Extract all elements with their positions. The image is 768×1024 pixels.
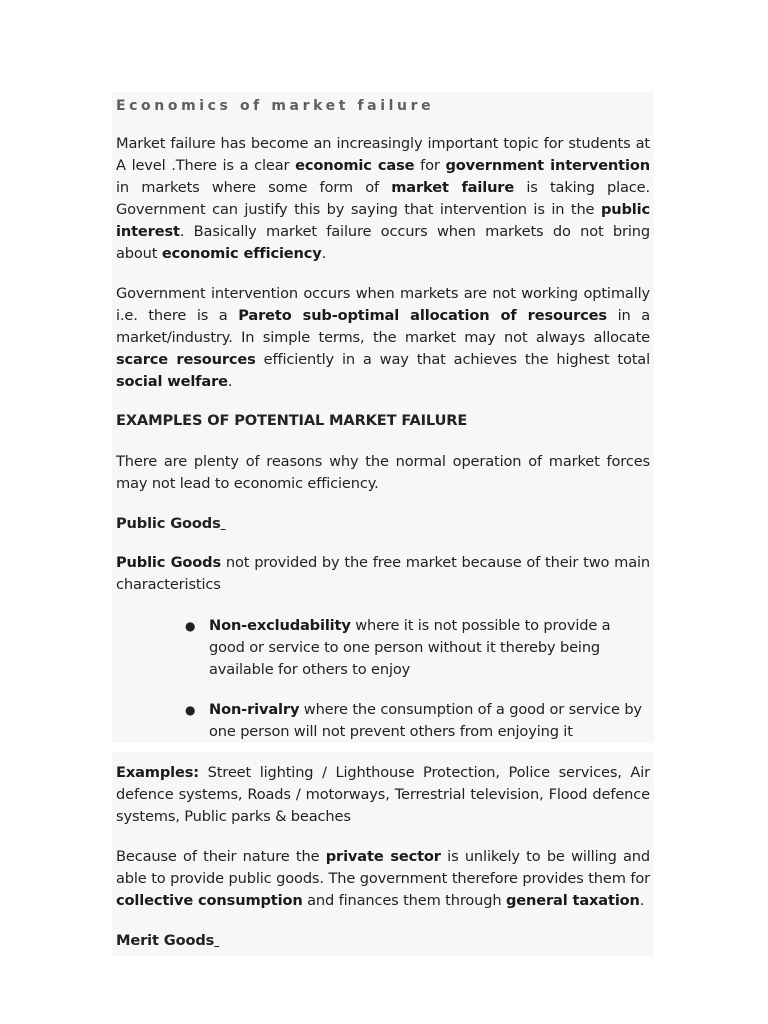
text-run: . Basically market failure occurs when markets do not bring about — [116, 223, 650, 262]
bold-term: scarce resources — [116, 351, 256, 368]
bold-term: social welfare — [116, 373, 228, 390]
underline-mark — [214, 932, 219, 949]
text-run: not provided by the free market because of their two main characteristics — [116, 554, 650, 593]
document-page-lower — [112, 752, 654, 956]
heading-examples: EXAMPLES OF POTENTIAL MARKET FAILURE — [116, 412, 468, 429]
text-run: in markets where some form of — [116, 179, 392, 196]
paragraph-private-sector — [116, 846, 650, 912]
list-item — [185, 615, 650, 681]
bold-term: economic efficiency — [161, 245, 322, 262]
characteristics-list — [116, 615, 650, 743]
heading-text: Merit Goods — [116, 932, 215, 949]
document-title: Economics of market failure — [116, 98, 435, 114]
heading-text: Public Goods — [116, 515, 221, 532]
bold-term: general taxation — [505, 892, 640, 909]
bold-term: collective consumption — [116, 892, 303, 909]
paragraph-examples — [116, 762, 650, 828]
text-run: is taking place. Government can justify this by saying that intervention is in the — [116, 179, 650, 218]
paragraph-public-goods — [116, 552, 650, 596]
bold-term: Non-excludability — [209, 617, 351, 634]
text-run: is unlikely to be willing and able to provide public goods. The government therefore provides them for — [116, 848, 650, 887]
text-run: Government intervention occurs when markets are not working optimally i.e. there is a — [116, 285, 650, 324]
underline-mark — [221, 515, 226, 532]
bold-term: Pareto sub-optimal allocation of resources — [238, 307, 607, 324]
text-run: Street lighting / Lighthouse Protection, Police services, Air defence systems, Roads / motorways, Terrestrial television, Flood defence systems, Public parks & beaches — [116, 764, 650, 825]
heading-merit-goods — [116, 930, 650, 952]
text-run: where the consumption of a good or service by one person will not prevent others from enjoying it — [209, 701, 642, 740]
bold-term: Non-rivalry — [209, 701, 300, 718]
paragraph-intervention — [116, 283, 650, 393]
bold-term: market failure — [391, 179, 515, 196]
text-run: . — [227, 373, 233, 390]
bold-term: Public Goods — [116, 554, 222, 571]
paragraph-intro — [116, 133, 650, 265]
bold-term: economic case — [295, 157, 415, 174]
text-run: . — [639, 892, 645, 909]
bold-term: Examples: — [116, 764, 199, 781]
text-run: efficiently in a way that achieves the highest total — [255, 351, 650, 368]
bullet-icon: ● — [185, 703, 196, 717]
text-run: Because of their nature the — [116, 848, 326, 865]
text-run: where it is not possible to provide a good or service to one person without it thereby being available for others to enjoy — [209, 617, 611, 678]
bold-term: government intervention — [445, 157, 650, 174]
document-page — [112, 92, 654, 743]
text-run: for — [414, 157, 446, 174]
bold-term: private sector — [325, 848, 441, 865]
list-item — [185, 699, 650, 743]
text-run: in a market/industry. In simple terms, the market may not always allocate — [116, 307, 650, 346]
text-run: and finances them through — [302, 892, 506, 909]
heading-public-goods — [116, 513, 650, 535]
bullet-icon: ● — [185, 619, 196, 633]
text-run: . — [321, 245, 327, 262]
text-run: Market failure has become an increasingly important topic for students at A level .There is a clear — [116, 135, 650, 174]
paragraph-reasons: There are plenty of reasons why the normal operation of market forces may not lead to economic efficiency. — [116, 453, 650, 492]
bold-term: public interest — [116, 201, 650, 240]
